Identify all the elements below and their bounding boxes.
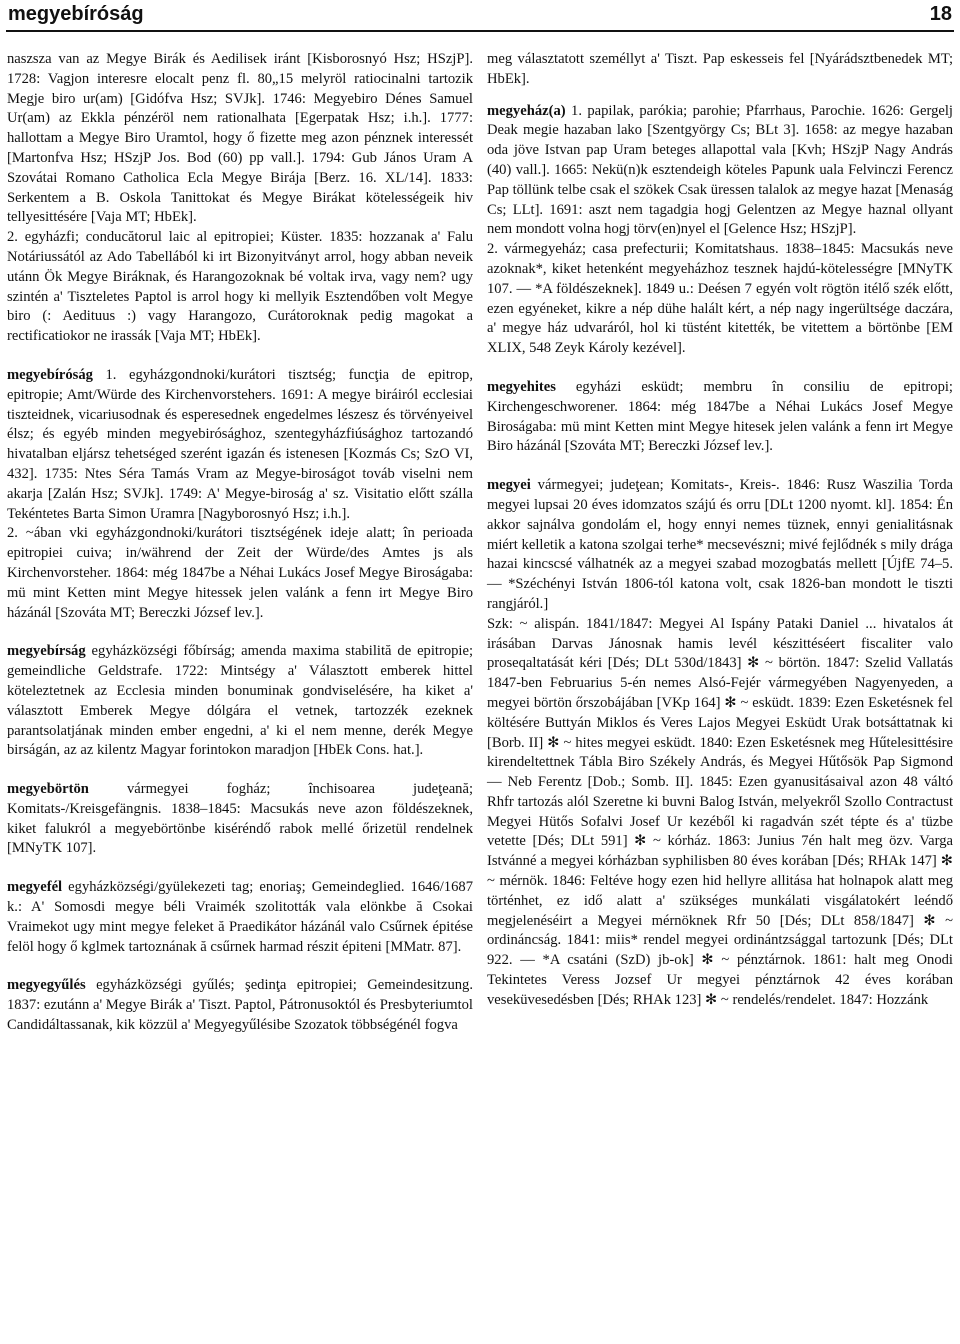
entry-text: naszsza van az Megye Birák és Aedilisek iránt [Kisborosnyó Hsz; HSzjP]. 1728: Vagjon interesre elocalt penz fl. 80„15 melyröl ratiocinalni tartozik Megje biro ur(am) [Gidófva Hsz; SVJk]. 1746: Megyebiro Dénes Samuel Ur(am) az Ekkla pénzéröl nem rationalhata [Egerpatak Hsz; i.h.]. 1777: hallottam a Megye Biro Uramtol, hogy ő fizette meg azon pénznek interessét [Martonfva Hsz; HSzjP Jos. Bod (60) pp vall.]. 1794: Gub János Uram A Szovátai Romano Catholica Ecla Megye Birája [Berz. 16. XL/14]. 1833: Serkentem a B. Oskola Tanittokat és Megye Birákat kötelességeik hiv tellyesittésére [Vaja MT; HbEk]. [7,51,473,226]
entry-text: vármegyei; judeţean; Komitats-, Kreis-. 1846: Rusz Waszilia Torda megyei lupsai 20 éves idomzatos szájú és orru [DLt 1200 nyomt. kl]. 1854: Én akkor sajnálva gondolám el, hogy ennyi nemes tüznek, ennyi genialitásnak miért kelletik a katona szolgai terhe* mecsevészni; mivé fejlődnék s mily drága hazai kincscsé válhatnék az a megyei szabad mozogbatás mellett [ÚjfE 74–5. — *Széchényi István 1806-tól katona volt, csak 1826-ban mondott le tiszti rangjáról.] [487,477,953,612]
entry-paragraph [487,378,953,457]
entry-text: egyházközségi főbírság; amenda maxima stabilită de epitropie; gemeindliche Geldstrafe. 1722: Mintségy a' Választott emberek hittel köteleztetnek az Ecclesia minden bonuminak gondviselésére, ha kiket a' választott Emberek Megye dólgára el vetnek, tartozzék ezeknek parantsolatjának minden ember engedni, a' ki el nem menne, derék Megye birságán, az az kilentz Magyar forintokon maradjon [HbEk Cons. hat.]. [7,643,473,759]
entry-text: egyházközségi/gyülekezeti tag; enoriaş; Gemeindeglied. 1646/1687 k.: A' Somosdi megye béli Vraimék szolitották vala elönkbe ă Csokai Vraimekot ugy mint megye feleket ă Praedikátor házánál valo Csűrnek épitése felöl hogy ő kglmek tartoznának ă csűrnek harmad részit épiteni [MMatr. 87]. [7,879,473,955]
entry-text: vármegyei fogház; închisoarea judeţeană; Komitats-/Kreisgefängnis. 1838–1845: Macsukás neve azon földészeknek, kiket falukról a megyebörtönbe kiséréndő rabok mellé őrizetül rendelnek [MNyTK 107]. [7,781,473,857]
entry-paragraph [487,476,953,615]
entry-paragraph [7,642,473,761]
entry-paragraph [487,50,953,90]
entry-paragraph [7,780,473,859]
right-column [487,50,953,1036]
entry-paragraph [7,976,473,1035]
entry-text: Szk: ~ alispán. 1841/1847: Megyei Al Ispány Pataki Daniel ... hivatalos át irásában Darvas Jánosnak hamis levél készittéséert fiscaliter valo proseqaltatását kéri [Dés; DLt 530d/1843] ✻ ~ börtön. 1847: Szelid Vallatás 1847-ben Februarius 5-én nemes Alsó-Fejér vármegyében Nagyenyeden, a megyei börtön őrszobájában [VKp 164] ✻ ~ esküdt. 1839: Ezen Esketésnek fel költésére Buttyán Miklos és Veres Lajos Megyei Esküdt Urak botsáttatnak ki [Borb. II] ✻ ~ hites megyei esküdt. 1840: Ezen Esketésnek meg Hűtelesittésire kirendeltettnek Tábla Biro Székely András, és Megyei Hűtősök Pap Sigmond — Neb Ferentz [Dob.; Somb. II]. 1845: Ezen gyanusitásaival azon 48 váltó Rhfr tartozás alól Szeretne ki buvni Balog István, melyekről Szollo Contractust Megyei Hütős Sofalvi Josef Ur kezéből ki ragadván szét tépte és a' tüzbe vetette [Dés; DLt 591] ✻ ~ kórház. 1863: Junius 7én halt meg özv. Varga Istvánné a megyei kórházban syphilisben 80 éves korában [Dés; RHAk 147] ✻ ~ mérnök. 1846: Feltéve hogy ezen hid hellyre allitása hat holnapok alatt meg történhet, ez idő alatt a' szükséges munkálati visgálatokért leéndő megjelenéséirt a Megyei mérnöknek Rfr 50 [Dés; DLt 858/1847] ✻ ~ ordináncság. 1841: miis* rendel megyei ordinántzsággal tartozunk [Dés; DLt 922. — *A csatáni (SzD) jb-ok] ✻ ~ pénztárnok. 1861: halt meg Onodi Tekintetes Veress Jozsef Ur megyei pénztárnok 42 éves korában veseküvesedésben [Dés; RHAk 123] ✻ ~ rendelés/rendelet. 1847: Hozzánk [487,615,953,1008]
entry-paragraph [487,240,953,359]
entry-text: 2. vármegyeház; casa prefecturii; Komitatshaus. 1838–1845: Macsukás neve azoknak*, kiket hetenként megyeházhoz tesznek hajdú-kötelességre [MNyTK 107. — *A földészeknek]. 1849 u.: Deésen 7 egyén volt rögtön itélő szék előtt, ezen egyéneket, kikre a nép dühe halált kért, a nép nagy ingerültsége daczára, a' megye ház udvaráról, hol ki tüstént kitették, be vitettem a börtönbe [EM XLIX, 548 Zeyk Károly kezével]. [487,241,953,357]
page-number: 18 [929,2,952,25]
headword: megyebíróság [7,366,93,383]
entry-text: 1. egyházgondnoki/kurátori tisztség; funcţia de epitrop, epitropie; Amt/Würde des Kirchenvorstehers. 1691: A megye biráiról ecclesiai tiszteidnek, vicariusodnak és esperesednek engedelmes lészesz és törvényeivel élsz; és egyéb minden megyebirósághoz, szentegyházfiúsághoz tartozandó hivatalban eljársz tehetséged szerént igazán és istenesen [Kozmás Cs; SzO VI, 432]. 1735: Ntes Séra Tamás Vram az Megye-biroságot továb viselni nem akarja [Zalán Hsz; SVJk]. 1749: A' Megye-biroság a' sz. Visitatio előtt szálla Tekéntetes Barta Simon Uramra [Nagyborosnyó Hsz; i.h.]. [7,366,473,522]
entry-paragraph [7,228,473,347]
entry-paragraph [7,524,473,623]
entry-paragraph [487,102,953,241]
headword: megyeház(a) [487,102,566,119]
entry-text: 1. papilak, parókia; parohie; Pfarrhaus, Parochie. 1626: Gergelj Deak megie hazaban lako [Szentgyörgy Cs; BLt 3]. 1658: az megye hazaban oda jöve Istvan pap Uram beteges allapottal vala [Kvh; HSzjP Nagy András (40) vall.]. 1665: Nekü(n)k esztendeigh köteles Papunk uala Felvinczi Ferencz Pap töllünk telbe csak el szökek Csak üressen talalok az megye hazat [Menaság Cs; LLt]. 1691: aszt nem tagadgia hogj Gelentzen az Megye haznal ollyant nem mondott volna hogj törv(en)nyel el [Gelence Hsz; HSzjP]. [487,102,953,238]
headword: megyehites [487,378,556,395]
headword: megyei [487,477,531,494]
entry-text: egyházi esküdt; membru în consiliu de epitropi; Kirchengeschworener. 1864: még 1847be a Néhai Lukács Josef Megye Biroságaba: mü mint Ketten mint Megye hitesek jelen valánk a fenn irt Megye Biro házánál [Szováta MT; Bereczki József lev.]. [487,378,953,455]
left-column [7,50,473,1036]
text-columns [7,50,953,1036]
headword: megyefél [7,879,63,896]
entry-paragraph [7,50,473,228]
headword: megyegyűlés [7,977,86,994]
entry-text: 2. egyházfi; conducătorul laic al epitropiei; Küster. 1835: hozzanak a' Falu Notáriussától az Ado Tabellából ki irt Bizonyitványt arrol, hogy abban neveik utánn Ök Megye Biráknak, és Harangozoknak bé voltak irva, vagy nem? ugy szintén a' Tiszteletes Paptol is arrol hogy ki mellyik Esztendőben volt Megye biro (: Aedituus :) vagy Harangozo, Curátoroknak pedig magokat a rectificatiokor ne irassák [Vaja MT; HbEk]. [7,229,473,345]
entry-paragraph [487,615,953,1011]
entry-text: meg választatott személlyt a' Tiszt. Pap eskesseis fel [Nyárádsztbenedek MT; HbEk]. [487,51,953,87]
entry-paragraph [7,366,473,524]
headword: megyebörtön [7,781,89,798]
running-head: megyebíróság [8,2,144,25]
page-header [8,0,952,28]
header-rule [6,30,954,32]
headword: megyebírság [7,643,86,660]
entry-text: 2. ~ában vki egyházgondnoki/kurátori tisztségének ideje alatt; în perioada epitropiei cuiva; in/während der Zeit der Würde/des Amtes js als Kirchenvorsteher. 1864: még 1847be a Néhai Lukács Josef Megye Biroságaba: mü mint Ketten mint Megye hitessek jelen valánk a fenn irt Megye Biro házánál [Szováta MT; Bereczki József lev.]. [7,525,473,621]
entry-text: egyházközségi gyűlés; şedinţa epitropiei; Gemeindesitzung. 1837: ezutánn a' Megye Birák a' Tiszt. Paptol, Pátronusoktól és Presbyteriumtol Candidáltassanak, kik közzül a' Megyegyűlésibe Szozatok többségénél fogva [7,977,473,1034]
entry-paragraph [7,878,473,957]
